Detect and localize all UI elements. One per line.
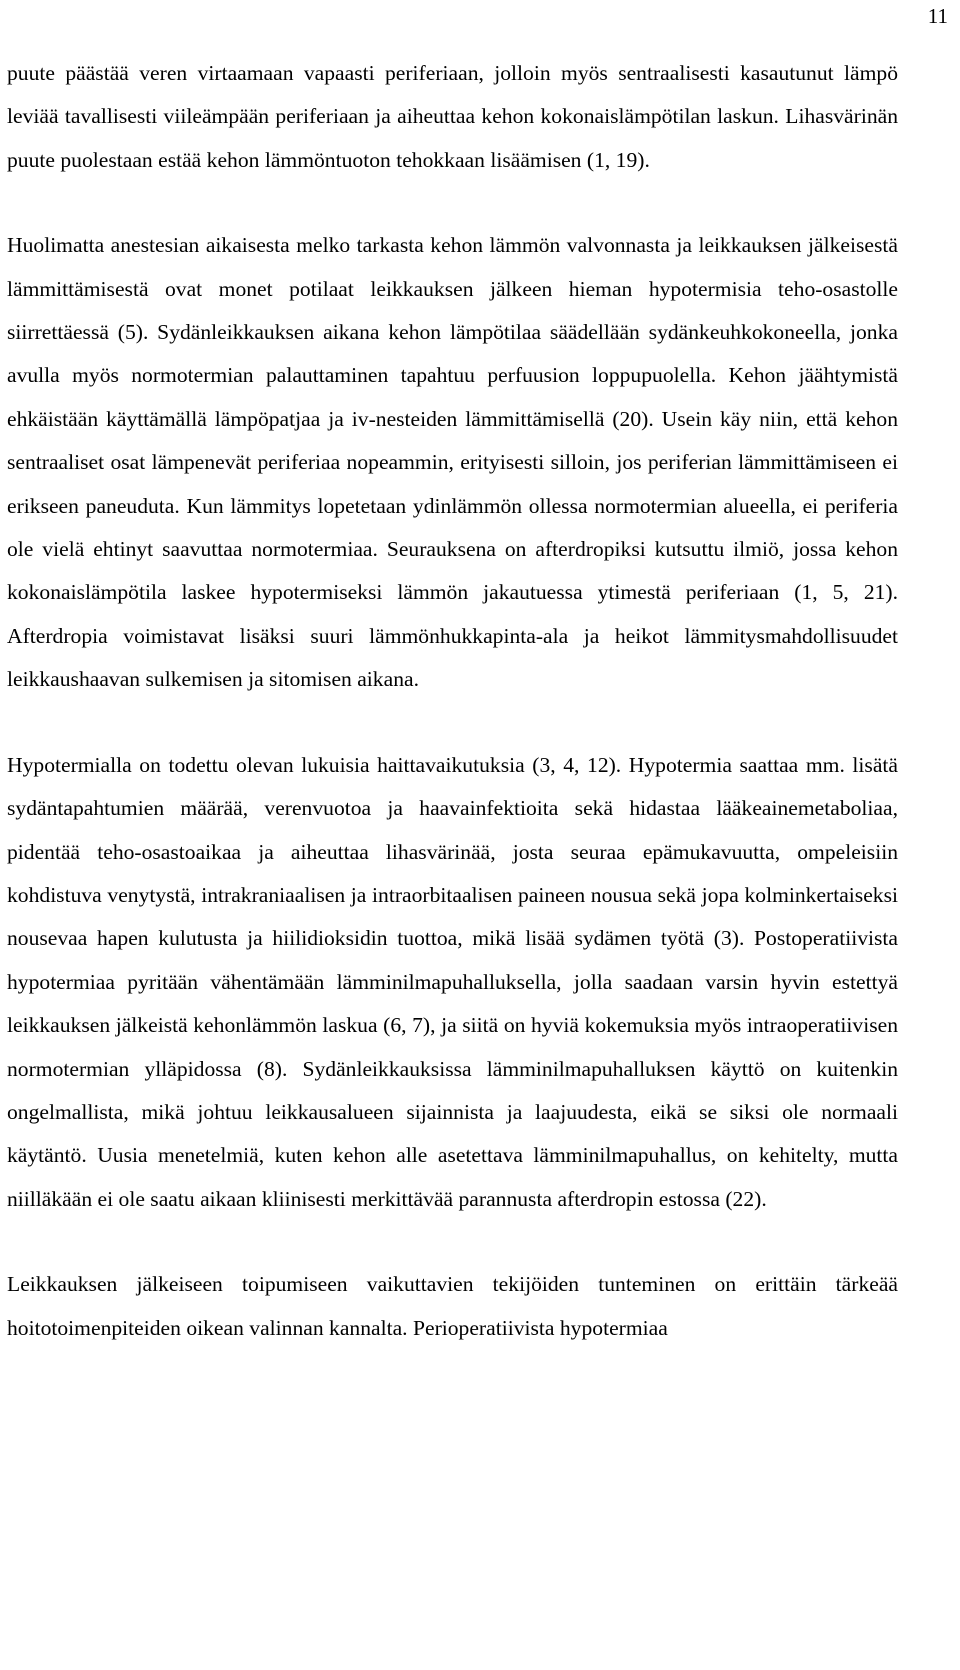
body-text — [7, 52, 898, 1392]
page-number: 11 — [927, 4, 948, 28]
paragraph-1: puute päästää veren virtaamaan vapaasti periferiaan, jolloin myös sentraalisesti kasautunut lämpö leviää tavallisesti viileämpään periferiaan ja aiheuttaa kehon kokonaislämpötilan laskun. Lihasvärinän puute puolestaan estää kehon lämmöntuoton tehokkaan lisäämisen (1, 19). — [7, 61, 898, 172]
paragraph-2: Huolimatta anestesian aikaisesta melko tarkasta kehon lämmön valvonnasta ja leikkauksen jälkeisestä lämmittämisestä ovat monet potilaat leikkauksen jälkeen hieman hypotermisia teho-osastolle siirrettäessä (5). Sydänleikkauksen aikana kehon lämpötilaa säädellään sydänkeuhkokoneella, jonka avulla myös normotermian palauttaminen tapahtuu perfuusion loppupuolella. Kehon jäähtymistä ehkäistään käyttämällä lämpöpatjaa ja iv-nesteiden lämmittämisellä (20). Usein käy niin, että kehon sentraaliset osat lämpenevät periferiaa nopeammin, erityisesti silloin, jos periferian lämmittämiseen ei erikseen paneuduta. Kun lämmitys lopetetaan ydinlämmön ollessa normotermian alueella, ei periferia ole vielä ehtinyt saavuttaa normotermiaa. Seurauksena on afterdropiksi kutsuttu ilmiö, jossa kehon kokonaislämpötila laskee hypotermiseksi lämmön jakautuessa ytimestä periferiaan (1, 5, 21). Afterdropia voimistavat lisäksi suuri lämmönhukkapinta-ala ja heikot lämmitysmahdollisuudet leikkaushaavan sulkemisen ja sitomisen aikana. — [7, 233, 898, 692]
paragraph-4: Leikkauksen jälkeiseen toipumiseen vaikuttavien tekijöiden tunteminen on erittäin tärkeää hoitotoimenpiteiden oikean valinnan kannalta. Perioperatiivista hypotermiaa — [7, 1272, 898, 1340]
paragraph-3: Hypotermialla on todettu olevan lukuisia haittavaikutuksia (3, 4, 12). Hypotermia saattaa mm. lisätä sydäntapahtumien määrää, verenvuotoa ja haavainfektioita sekä hidastaa lääkeainemetaboliaa, pidentää teho-osastoaikaa ja aiheuttaa lihasvärinää, josta seuraa epämukavuutta, ompeleisiin kohdistuva venytystä, intrakraniaalisen ja intraorbitaalisen paineen nousua sekä jopa kolminkertaiseksi nousevaa hapen kulutusta ja hiilidioksidin tuottoa, mikä lisää sydämen työtä (3). Postoperatiivista hypotermiaa pyritään vähentämään lämminilmapuhalluksella, jolla saadaan varsin hyvin estettyä leikkauksen jälkeistä kehonlämmön laskua (6, 7), ja siitä on hyviä kokemuksia myös intraoperatiivisen normotermian ylläpidossa (8). Sydänleikkauksissa lämminilmapuhalluksen käyttö on kuitenkin ongelmallista, mikä johtuu leikkausalueen sijainnista ja laajuudesta, eikä se siksi ole normaali käytäntö. Uusia menetelmiä, kuten kehon alle asetettava lämminilmapuhallus, on kehitelty, mutta niilläkään ei ole saatu aikaan kliinisesti merkittävää parannusta afterdropin estossa (22). — [7, 752, 898, 1211]
